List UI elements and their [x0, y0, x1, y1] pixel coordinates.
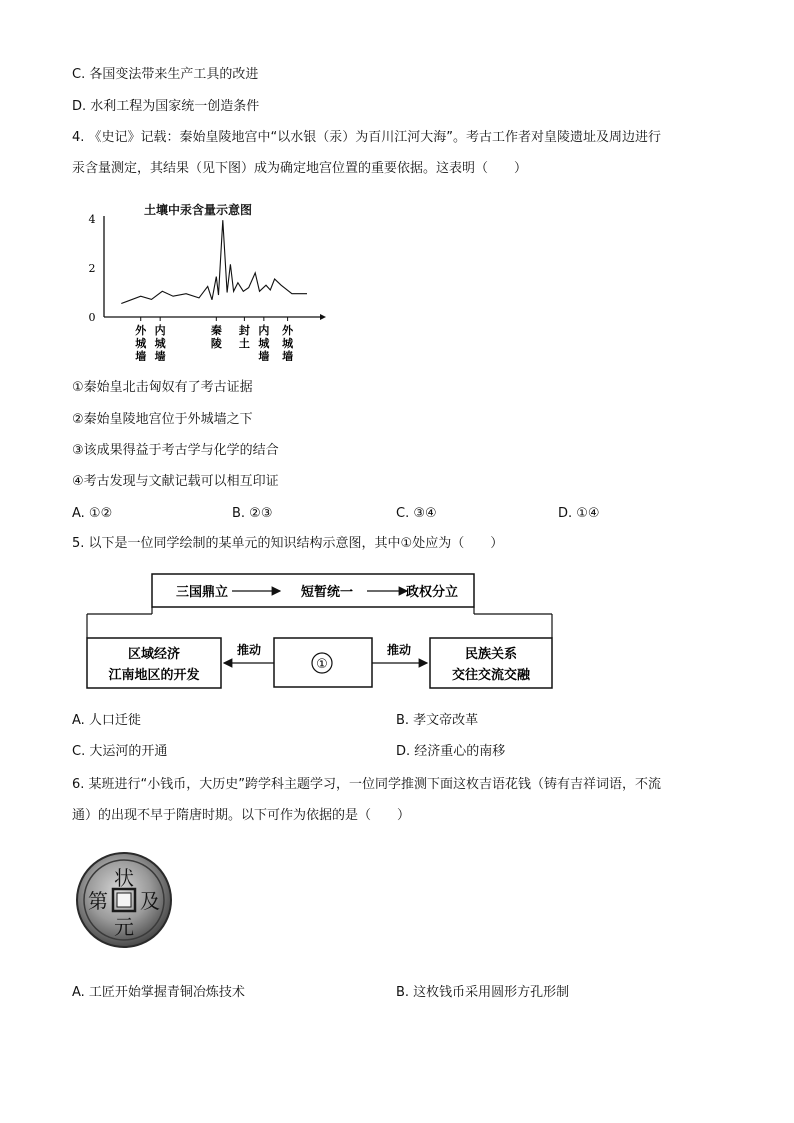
- knowledge-structure-diagram: [82, 570, 562, 695]
- right-box-line1: 民族关系: [464, 647, 518, 662]
- q3-option-c: C. 各国变法带来生产工具的改进: [72, 67, 259, 82]
- left-push-label: 推动: [236, 643, 262, 657]
- x-axis-arrow: [320, 314, 326, 320]
- x-tick-label-4-char-1: 城: [258, 337, 270, 350]
- x-tick-label-2-char-0: 秦: [210, 324, 222, 337]
- x-tick-label-0-char-1: 城: [135, 337, 147, 350]
- q4-option-a[interactable]: A. ①②: [72, 506, 113, 521]
- q5-option-c[interactable]: C. 大运河的开通: [72, 744, 168, 759]
- coin-char-right: 及: [140, 889, 160, 913]
- y-tick-label-1: 2: [88, 262, 96, 275]
- q3-option-d: D. 水利工程为国家统一创造条件: [72, 99, 260, 114]
- q4-statement-4: ④考古发现与文献记载可以相互印证: [72, 474, 279, 489]
- q4-stem-line1: 4. 《史记》记载：秦始皇陵地宫中“以水银（汞）为百川江河大海”。考古工作者对皇陵遗址及周边进行: [72, 130, 662, 145]
- x-tick-label-1-char-2: 墙: [154, 350, 166, 361]
- x-tick-label-1-char-1: 城: [154, 337, 166, 350]
- x-tick-label-2-char-1: 陵: [210, 337, 222, 350]
- q4-statement-1: ①秦始皇北击匈奴有了考古证据: [72, 380, 253, 395]
- y-tick-label-0: 0: [88, 311, 96, 324]
- q6-stem-line2: 通）的出现不早于隋唐时期。以下可作为依据的是（ ）: [72, 808, 411, 823]
- y-tick-label-2: 4: [88, 213, 96, 226]
- chart-title: 土壤中汞含量示意图: [143, 203, 253, 217]
- mercury-chart: [80, 196, 340, 361]
- coin-char-left: 第: [88, 889, 108, 913]
- x-tick-label-4-char-0: 内: [258, 324, 270, 337]
- top-item-1: 三国鼎立: [175, 585, 229, 600]
- q4-stem-line2: 汞含量测定，其结果（见下图）成为确定地宫位置的重要依据。这表明（ ）: [72, 161, 528, 176]
- q5-stem: 5. 以下是一位同学绘制的某单元的知识结构示意图，其中①处应为（ ）: [72, 536, 504, 551]
- q5-option-d[interactable]: D. 经济重心的南移: [396, 744, 506, 759]
- right-push-label: 推动: [386, 643, 412, 657]
- x-tick-label-3-char-0: 封: [238, 324, 250, 337]
- q4-option-d[interactable]: D. ①④: [558, 506, 600, 521]
- x-tick-label-4-char-2: 墙: [258, 350, 270, 361]
- x-tick-label-5-char-1: 城: [282, 337, 294, 350]
- q6-stem-line1: 6. 某班进行“小钱币，大历史”跨学科主题学习，一位同学推测下面这枚吉语花钱（铸有吉祥词语，不流: [72, 777, 662, 792]
- coin-image: [74, 850, 174, 950]
- x-tick-label-0-char-0: 外: [135, 324, 147, 337]
- q6-option-a[interactable]: A. 工匠开始掌握青铜冶炼技术: [72, 985, 245, 1000]
- q5-option-b[interactable]: B. 孝文帝改革: [396, 713, 479, 728]
- right-box-line2: 交往交流交融: [451, 668, 531, 683]
- series-line: [121, 220, 307, 303]
- coin-char-bottom: 元: [114, 915, 134, 939]
- top-item-3: 政权分立: [405, 585, 459, 600]
- q4-statement-2: ②秦始皇陵地宫位于外城墙之下: [72, 412, 253, 427]
- center-box-label: ①: [316, 657, 328, 672]
- coin-char-top: 状: [114, 866, 134, 890]
- x-tick-label-3-char-1: 土: [238, 337, 250, 350]
- q6-option-b[interactable]: B. 这枚钱币采用圆形方孔形制: [396, 985, 570, 1000]
- x-tick-label-5-char-0: 外: [282, 324, 294, 337]
- q4-option-b[interactable]: B. ②③: [232, 506, 273, 521]
- x-tick-label-1-char-0: 内: [154, 324, 166, 337]
- left-box-line1: 区域经济: [127, 647, 181, 662]
- x-tick-label-0-char-2: 墙: [135, 350, 147, 361]
- top-item-2: 短暂统一: [300, 585, 354, 600]
- x-tick-label-5-char-2: 墙: [282, 350, 294, 361]
- q4-option-c[interactable]: C. ③④: [396, 506, 437, 521]
- q4-statement-3: ③该成果得益于考古学与化学的结合: [72, 443, 279, 458]
- q5-option-a[interactable]: A. 人口迁徙: [72, 713, 141, 728]
- coin-square-hole: [117, 893, 131, 907]
- left-box-line2: 江南地区的开发: [108, 668, 200, 683]
